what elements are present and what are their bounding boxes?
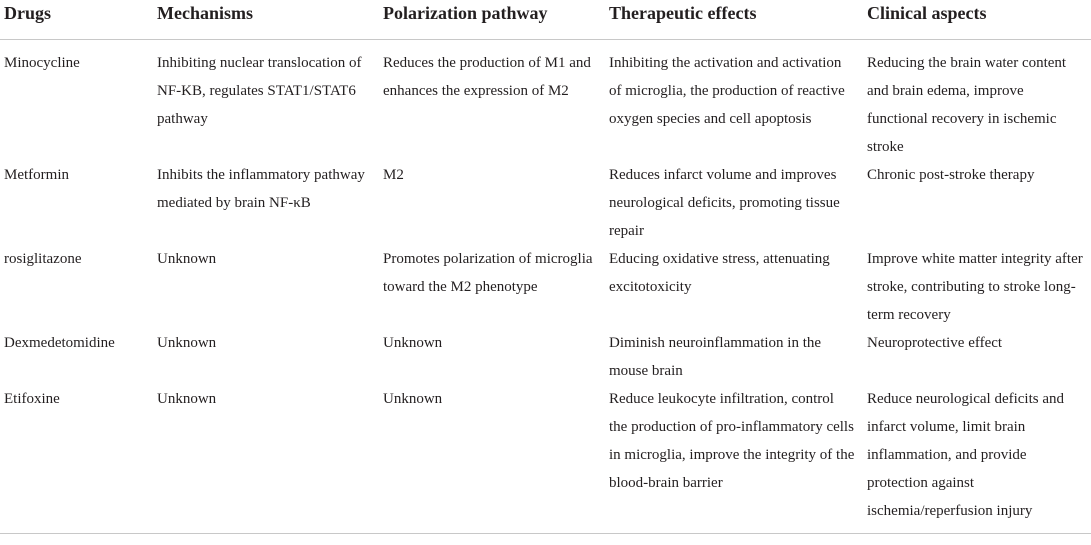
cell-effects: Inhibiting the activation and activation of microglia, the production of reactive oxygen species and cell apoptosis xyxy=(609,55,845,127)
cell-mechanism: Unknown xyxy=(153,385,379,534)
cell-effects: Reduces infarct volume and improves neurological deficits, promoting tissue repair xyxy=(609,167,840,239)
cell-pathway: Unknown xyxy=(383,335,443,351)
cell-effects: Educing oxidative stress, attenuating excitotoxicity xyxy=(609,251,830,295)
cell-mechanism: Unknown xyxy=(157,335,217,351)
cell-effects: Diminish neuroinflammation in the mouse brain xyxy=(609,335,822,379)
cell-drug: Minocycline xyxy=(4,55,80,71)
header-therapeutic-effects: Therapeutic effects xyxy=(605,0,863,40)
cell-clinical: Chronic post-stroke therapy xyxy=(867,167,1035,183)
cell-pathway: Unknown xyxy=(379,385,605,534)
table-row xyxy=(0,40,1091,162)
cell-pathway: Promotes polarization of microglia toward the M2 phenotype xyxy=(383,251,593,295)
table-header-row xyxy=(0,0,1091,40)
header-polarization-pathway: Polarization pathway xyxy=(379,0,605,40)
cell-pathway: M2 xyxy=(383,167,404,183)
cell-mechanism: Inhibits the inflammatory pathway mediated by brain NF-κB xyxy=(157,167,365,211)
header-clinical-aspects: Clinical aspects xyxy=(863,0,1091,40)
cell-drug: Metformin xyxy=(4,167,69,183)
table-row xyxy=(0,329,1091,385)
cell-pathway: Reduces the production of M1 and enhances the expression of M2 xyxy=(383,55,591,99)
header-mechanisms: Mechanisms xyxy=(153,0,379,40)
cell-clinical: Improve white matter integrity after stroke, contributing to stroke long-term recovery xyxy=(867,251,1083,323)
cell-clinical: Reducing the brain water content and brain edema, improve functional recovery in ischemic stroke xyxy=(867,55,1067,155)
table-row xyxy=(0,245,1091,329)
table-row xyxy=(0,161,1091,245)
cell-drug: Dexmedetomidine xyxy=(4,335,115,351)
cell-mechanism: Unknown xyxy=(157,251,217,267)
cell-mechanism: Inhibiting nuclear translocation of NF-KB, regulates STAT1/STAT6 pathway xyxy=(157,55,362,127)
header-drugs: Drugs xyxy=(0,0,153,40)
cell-clinical: Reduce neurological deficits and infarct volume, limit brain inflammation, and provide protection against ischemia/reperfusion injury xyxy=(863,385,1091,534)
table-row xyxy=(0,385,1091,534)
cell-clinical: Neuroprotective effect xyxy=(867,335,1003,351)
cell-drug: rosiglitazone xyxy=(4,251,82,267)
cell-effects: Reduce leukocyte infiltration, control the production of pro-inflammatory cells in microglia, improve the integrity of the blood-brain barrier xyxy=(605,385,863,534)
cell-drug: Etifoxine xyxy=(0,385,153,534)
